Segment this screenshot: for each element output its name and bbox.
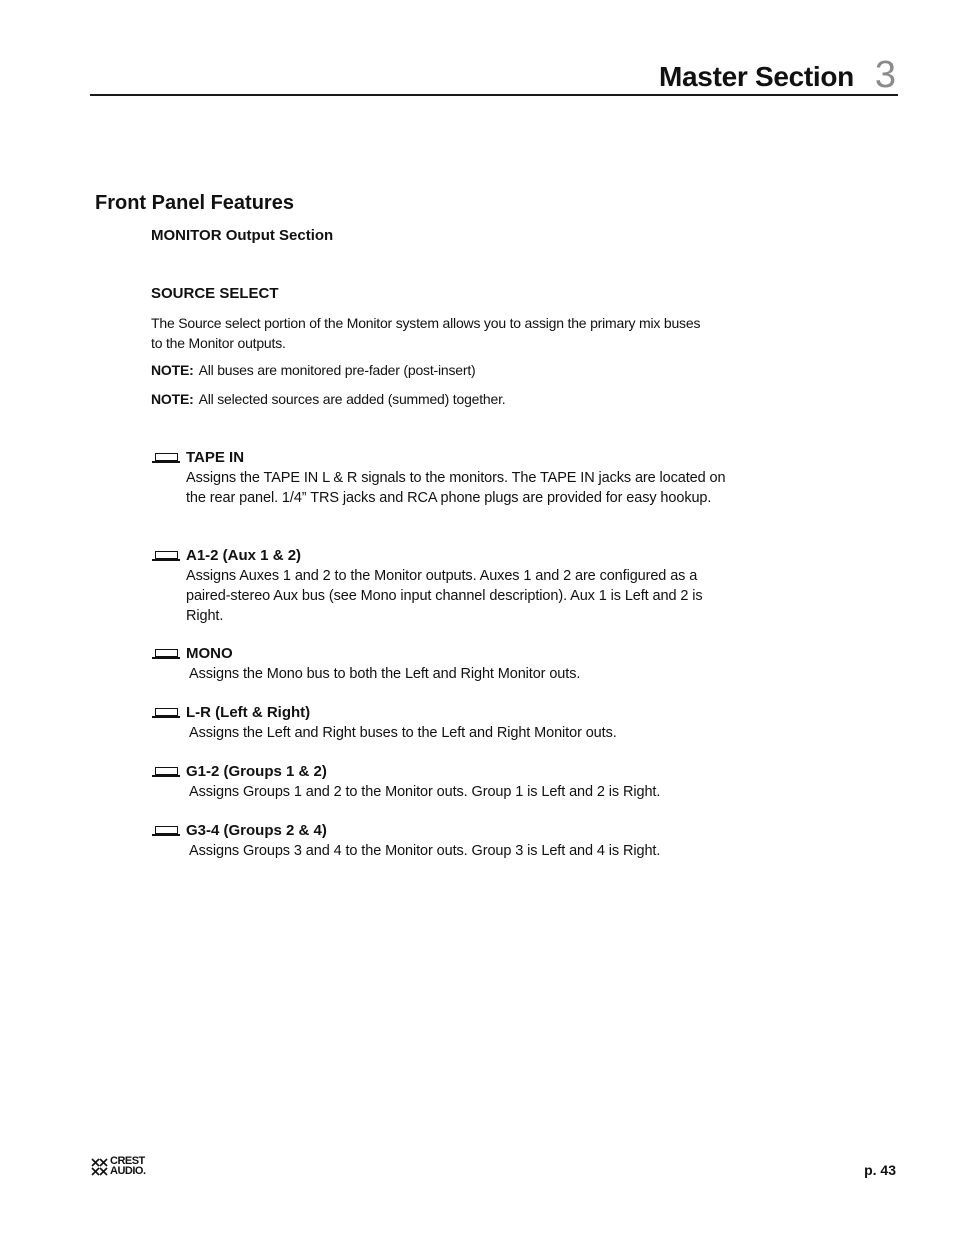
crest-logo-mark-icon xyxy=(90,1156,110,1178)
note-text: All buses are monitored pre-fader (post-insert) xyxy=(198,362,476,378)
item-description: Assigns Auxes 1 and 2 to the Monitor outputs. Auxes 1 and 2 are configured as a paired-stereo Aux bus (see Mono input channel description). Aux 1 is Left and 2 is Right. xyxy=(186,568,703,624)
page-header xyxy=(90,52,898,96)
item-description: Assigns the Left and Right buses to the Left and Right Monitor outs. xyxy=(189,725,617,741)
tape-in-button-icon[interactable] xyxy=(152,453,180,463)
source-select-intro: The Source select portion of the Monitor system allows you to assign the primary mix buses to the Monitor outputs. xyxy=(151,315,701,351)
list-item-tape-in xyxy=(152,449,742,509)
note-text: All selected sources are added (summed) together. xyxy=(198,391,506,407)
item-label: L-R (Left & Right) xyxy=(186,704,311,721)
page-number: p. 43 xyxy=(864,1162,896,1178)
note-label: NOTE: xyxy=(151,362,194,378)
item-description: Assigns Groups 3 and 4 to the Monitor outs. Group 3 is Left and 4 is Right. xyxy=(189,843,661,859)
chapter-number: 3 xyxy=(874,54,896,96)
logo-line-1: CREST xyxy=(110,1155,145,1167)
list-item-l-r xyxy=(152,704,742,744)
mono-button-icon[interactable] xyxy=(152,649,180,659)
item-description: Assigns Groups 1 and 2 to the Monitor outs. Group 1 is Left and 2 is Right. xyxy=(189,784,661,800)
source-select-heading: SOURCE SELECT xyxy=(151,285,279,302)
item-label: G3-4 (Groups 2 & 4) xyxy=(186,822,327,839)
logo-line-2: AUDIO. xyxy=(110,1165,146,1177)
logo-wordmark xyxy=(110,1156,146,1176)
crest-audio-logo xyxy=(90,1156,180,1180)
item-label: MONO xyxy=(186,645,233,662)
list-item-mono xyxy=(152,645,742,685)
list-item-g3-4 xyxy=(152,822,742,862)
item-description: Assigns the TAPE IN L & R signals to the monitors. The TAPE IN jacks are located on the rear panel. 1/4” TRS jacks and RCA phone plugs are provided for easy hookup. xyxy=(186,470,726,506)
g3-4-button-icon[interactable] xyxy=(152,826,180,836)
chapter-title: Master Section xyxy=(659,61,854,92)
note-2 xyxy=(151,391,506,407)
note-label: NOTE: xyxy=(151,391,194,407)
g1-2-button-icon[interactable] xyxy=(152,767,180,777)
l-r-button-icon[interactable] xyxy=(152,708,180,718)
item-label: TAPE IN xyxy=(186,449,245,466)
list-item-a1-2 xyxy=(152,547,742,626)
item-description: Assigns the Mono bus to both the Left and Right Monitor outs. xyxy=(189,666,581,682)
item-label: G1-2 (Groups 1 & 2) xyxy=(186,763,327,780)
section-title: Front Panel Features xyxy=(95,192,294,214)
a1-2-button-icon[interactable] xyxy=(152,551,180,561)
item-label: A1-2 (Aux 1 & 2) xyxy=(186,547,302,564)
note-1 xyxy=(151,362,476,378)
subsection-title: MONITOR Output Section xyxy=(151,227,334,244)
list-item-g1-2 xyxy=(152,763,742,803)
